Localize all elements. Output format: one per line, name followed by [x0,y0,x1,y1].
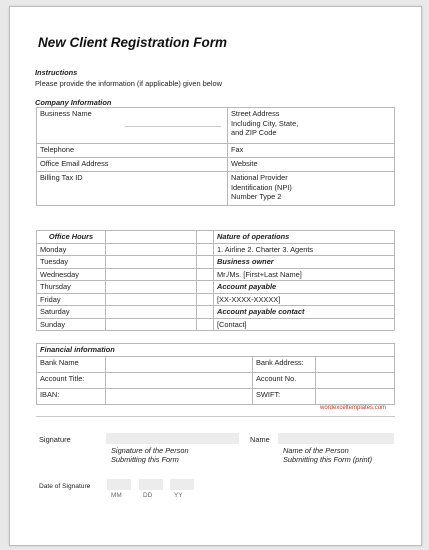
cell-divider [315,357,316,372]
npi-line3: Number Type 2 [231,192,282,201]
page-title: New Client Registration Form [38,35,228,50]
account-title-label: Account Title: [37,373,106,389]
office-hours-heading: Office Hours [37,231,106,244]
office-email-label: Office Email Address [40,159,109,168]
billing-tax-label: Billing Tax ID [40,173,83,182]
account-payable-contact-label: Account payable contact [214,306,395,319]
day-sunday: Sunday [37,318,106,331]
day-friday: Friday [37,293,106,306]
hours-cell[interactable] [197,281,214,294]
telephone-cell[interactable] [37,144,228,158]
street-address-line2: Including City, State, [231,118,299,128]
hours-cell[interactable] [197,293,214,306]
watermark-text: wordexceltemplates.com [320,405,387,411]
section-divider [36,416,395,417]
form-page [9,6,422,546]
hours-cell[interactable] [106,256,197,269]
account-no-field[interactable] [253,373,395,389]
financial-heading: Financial information [37,344,395,357]
swift-label: SWIFT: [256,390,281,399]
signature-caption-2: Submitting this Form [111,455,179,464]
website-label: Website [231,159,258,168]
iban-field[interactable] [106,389,253,405]
account-title-field[interactable] [106,373,253,389]
day-saturday: Saturday [37,306,106,319]
fax-label: Fax [231,145,244,154]
website-cell[interactable] [228,158,395,172]
date-mm-label: MM [111,492,122,499]
company-heading: Company Information [35,98,112,107]
date-label: Date of Signature [39,483,91,490]
date-yy-box[interactable] [170,479,194,490]
date-dd-box[interactable] [139,479,163,490]
business-owner-label: Business owner [214,256,395,269]
signature-caption-1: Signature of the Person [111,446,189,455]
hours-cell[interactable] [106,306,197,319]
hours-cell[interactable] [106,268,197,281]
hours-cell[interactable] [197,318,214,331]
hours-col-a[interactable] [106,231,197,244]
business-name-label: Business Name [40,109,92,118]
name-label: Name [250,435,270,444]
account-no-label: Account No. [256,374,297,383]
npi-line1: National Provider [231,173,288,182]
name-caption-1: Name of the Person [283,446,349,455]
day-monday: Monday [37,243,106,256]
cell-divider [315,389,316,404]
hours-cell[interactable] [197,268,214,281]
business-name-line [125,126,221,127]
npi-cell[interactable] [228,172,395,206]
office-email-cell[interactable] [37,158,228,172]
hours-cell[interactable] [197,243,214,256]
contact-value[interactable]: [Contact] [214,318,395,331]
instructions-text: Please provide the information (if applicable) given below [35,79,222,88]
account-payable-value[interactable]: [XX-XXXX-XXXXX] [214,293,395,306]
street-address-cell[interactable] [228,108,395,144]
name-box[interactable] [278,433,394,444]
name-caption-2: Submitting this Form (print) [283,455,373,464]
hours-col-b[interactable] [197,231,214,244]
iban-label: IBAN: [37,389,106,405]
date-dd-label: DD [143,492,153,499]
day-tuesday: Tuesday [37,256,106,269]
instructions-heading: Instructions [35,68,78,77]
hours-cell[interactable] [106,243,197,256]
day-wednesday: Wednesday [37,268,106,281]
bank-address-label: Bank Address: [256,358,304,367]
signature-box[interactable] [106,433,239,444]
company-table [36,107,395,206]
telephone-label: Telephone [40,145,75,154]
swift-field[interactable] [253,389,395,405]
account-payable-label: Account payable [214,281,395,294]
hours-cell[interactable] [197,306,214,319]
street-address-line3: and ZIP Code [231,128,277,137]
npi-line2: Identification (NPI) [231,182,292,192]
date-yy-label: YY [174,492,183,499]
street-address-line1: Street Address [231,109,280,118]
nature-item: 1. Airline 2. Charter 3. Agents [214,243,395,256]
billing-tax-cell[interactable] [37,172,228,206]
hours-cell[interactable] [106,318,197,331]
hours-cell[interactable] [106,281,197,294]
nature-heading: Nature of operations [214,231,395,244]
business-name-cell[interactable] [37,108,228,144]
date-mm-box[interactable] [107,479,131,490]
fax-cell[interactable] [228,144,395,158]
financial-table [36,343,395,405]
signature-label: Signature [39,435,71,444]
hours-cell[interactable] [106,293,197,306]
bank-name-label: Bank Name [37,357,106,373]
owner-value[interactable]: Mr./Ms. [First+Last Name] [214,268,395,281]
hours-cell[interactable] [197,256,214,269]
cell-divider [315,373,316,388]
day-thursday: Thursday [37,281,106,294]
bank-address-field[interactable] [253,357,395,373]
bank-name-field[interactable] [106,357,253,373]
hours-table [36,230,395,331]
